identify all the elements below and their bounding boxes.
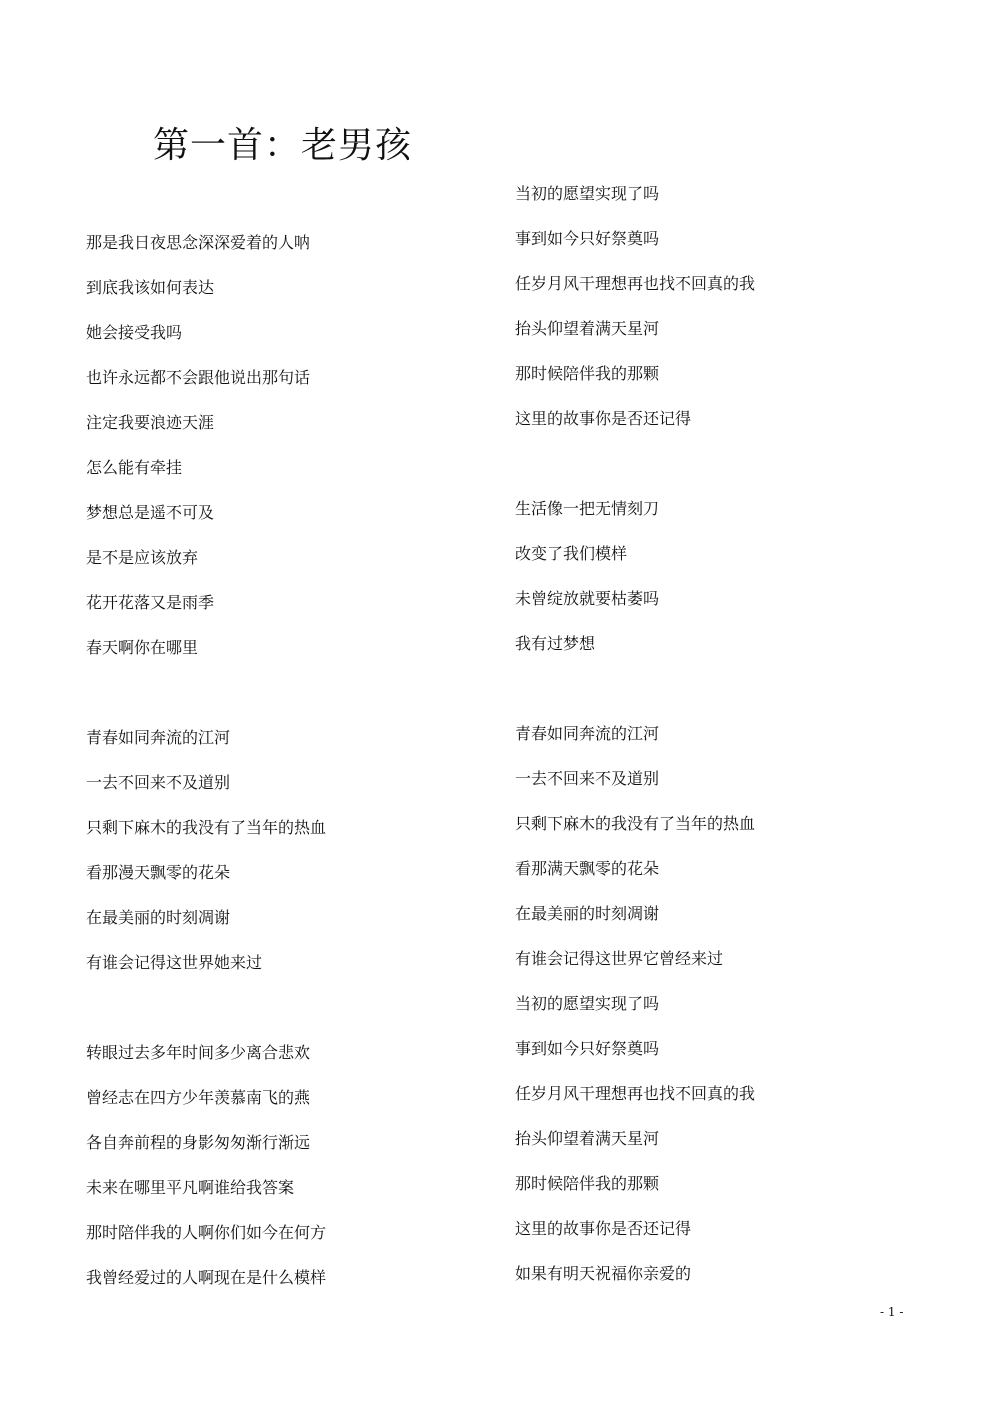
lyric-line: 改变了我们模样 bbox=[515, 544, 628, 563]
lyric-line: 任岁月风干理想再也找不回真的我 bbox=[515, 1084, 756, 1103]
lyric-line: 转眼过去多年时间多少离合悲欢 bbox=[86, 1043, 311, 1062]
lyric-line: 当初的愿望实现了吗 bbox=[515, 994, 660, 1013]
lyric-line: 她会接受我吗 bbox=[86, 323, 183, 342]
lyric-line: 抬头仰望着满天星河 bbox=[515, 319, 660, 338]
lyric-line: 青春如同奔流的江河 bbox=[86, 728, 231, 747]
lyric-line: 青春如同奔流的江河 bbox=[515, 724, 660, 743]
lyric-line: 有谁会记得这世界它曾经来过 bbox=[515, 949, 724, 968]
lyric-line: 只剩下麻木的我没有了当年的热血 bbox=[86, 818, 327, 837]
lyric-line: 有谁会记得这世界她来过 bbox=[86, 953, 263, 972]
lyric-line: 是不是应该放弃 bbox=[86, 548, 199, 567]
lyric-line: 在最美丽的时刻凋谢 bbox=[86, 908, 231, 927]
page-number: - 1 - bbox=[880, 1305, 904, 1319]
lyric-line: 一去不回来不及道别 bbox=[86, 773, 231, 792]
lyric-line: 曾经志在四方少年羡慕南飞的燕 bbox=[86, 1088, 311, 1107]
lyric-line: 那时候陪伴我的那颗 bbox=[515, 1174, 660, 1193]
lyric-line: 注定我要浪迹天涯 bbox=[86, 413, 215, 432]
lyric-line: 看那漫天飘零的花朵 bbox=[86, 863, 231, 882]
lyric-line: 事到如今只好祭奠吗 bbox=[515, 229, 660, 248]
lyric-line: 这里的故事你是否还记得 bbox=[515, 409, 692, 428]
lyric-line: 如果有明天祝福你亲爱的 bbox=[515, 1264, 692, 1283]
lyric-line: 梦想总是遥不可及 bbox=[86, 503, 215, 522]
lyric-line: 任岁月风干理想再也找不回真的我 bbox=[515, 274, 756, 293]
lyric-line: 那是我日夜思念深深爱着的人呐 bbox=[86, 233, 311, 252]
lyric-line: 在最美丽的时刻凋谢 bbox=[515, 904, 660, 923]
lyric-line: 我曾经爱过的人啊现在是什么模样 bbox=[86, 1268, 327, 1287]
lyric-line: 我有过梦想 bbox=[515, 634, 596, 653]
lyric-line: 花开花落又是雨季 bbox=[86, 593, 215, 612]
lyric-line: 未来在哪里平凡啊谁给我答案 bbox=[86, 1178, 295, 1197]
lyric-line: 未曾绽放就要枯萎吗 bbox=[515, 589, 660, 608]
lyric-line: 也许永远都不会跟他说出那句话 bbox=[86, 368, 311, 387]
lyric-line: 怎么能有牵挂 bbox=[86, 458, 183, 477]
lyric-line: 这里的故事你是否还记得 bbox=[515, 1219, 692, 1238]
page-title: 第一首：老男孩 bbox=[153, 125, 413, 166]
lyric-line: 生活像一把无情刻刀 bbox=[515, 499, 660, 518]
lyric-line: 当初的愿望实现了吗 bbox=[515, 184, 660, 203]
lyric-line: 一去不回来不及道别 bbox=[515, 769, 660, 788]
lyric-line: 抬头仰望着满天星河 bbox=[515, 1129, 660, 1148]
lyric-line: 春天啊你在哪里 bbox=[86, 638, 199, 657]
lyric-line: 那时陪伴我的人啊你们如今在何方 bbox=[86, 1223, 327, 1242]
lyric-line: 只剩下麻木的我没有了当年的热血 bbox=[515, 814, 756, 833]
lyric-line: 到底我该如何表达 bbox=[86, 278, 215, 297]
lyric-line: 看那满天飘零的花朵 bbox=[515, 859, 660, 878]
lyric-line: 那时候陪伴我的那颗 bbox=[515, 364, 660, 383]
lyric-line: 各自奔前程的身影匆匆渐行渐远 bbox=[86, 1133, 311, 1152]
lyric-line: 事到如今只好祭奠吗 bbox=[515, 1039, 660, 1058]
